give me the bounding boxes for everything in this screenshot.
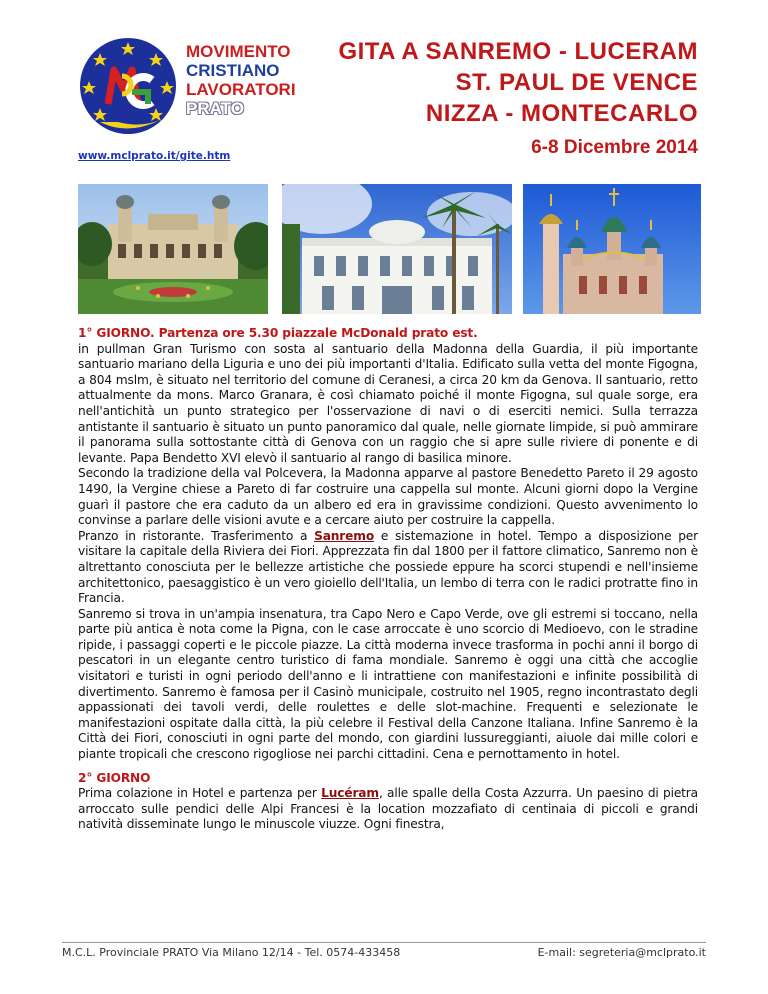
photo-sanremo-casino: [282, 184, 512, 314]
day2-p1-before: Prima colazione in Hotel e partenza per: [78, 786, 322, 801]
day2-paragraph-1: [78, 786, 698, 833]
day1-paragraph-4: Sanremo si trova in un'ampia insenatura, tra Capo Nero e Capo Verde, ove gli estremi si toccano, nella parte più antica è nota come la Pigna, con le case arroccate è uno scorcio di Medioevo, con le stradine ripide, i passaggi coperti e le piccole piazze. La città moderna invece trasforma in pochi anni il borgo di pescatori in un elegante centro turistico di fama mondiale. Sanremo è oggi una città che accoglie visitatori e turisti in ogni periodo dell'anno e li intrattiene con manifestazioni e infinite possibilità di divertimento. Sanremo è famosa per il Casinò municipale, costruito nel 1905, regno incontrastato degli appassionati dei tavoli verdi, delle roulettes e delle slot-machine. Frequenti e selezionate le manifestazioni ospitate dalla città, la più celebre il Festival della Canzone Italiana. Infine Sanremo è la Città dei Fiori, conosciuti in ogni parte del mondo, con giardini lussureggianti, aiuole dai mille colori e piante tropicali che crescono rigogliose nei parchi cittadini. Cena e pernottamento in hotel.: [78, 606, 698, 762]
itinerary-text: [78, 326, 698, 833]
day1-paragraph-3: [78, 529, 698, 607]
title-line-3: NIZZA - MONTECARLO: [425, 100, 698, 127]
logo-wordmark: [186, 42, 296, 118]
logo-line-2: CRISTIANO: [186, 61, 280, 80]
footer-email[interactable]: E-mail: segreteria@mclprato.it: [537, 946, 706, 959]
section-gap: [78, 763, 698, 771]
day1-p3-after: e sistemazione in hotel. Tempo a disposizione per visitare la capitale della Riviera dei Fiori. Apprezzata fin dal 1800 per il fattore climatico, Sanremo non è altrettanto conosciuta per le bellezze artistiche che possiede eppure ha scorci stupendi e nell'insieme architettonico, paesaggistico è un vero gioiello dell'Italia, un lembo di terra con le radici protratte fino in Francia.: [78, 528, 698, 606]
title-line-1: GITA A SANREMO - LUCERAM: [338, 38, 698, 65]
footer-address: M.C.L. Provinciale PRATO Via Milano 12/14 - Tel. 0574-433458: [62, 946, 401, 959]
logo-line-3: LAVORATORI: [186, 80, 296, 99]
trip-title: [338, 36, 698, 161]
day2-heading: 2° GIORNO: [78, 770, 151, 785]
photo-nice-orthodox-cathedral: [523, 184, 701, 314]
website-link[interactable]: www.mclprato.it/gite.htm: [78, 150, 231, 162]
day1-paragraph-1: in pullman Gran Turismo con sosta al santuario della Madonna della Guardia, il più importante santuario mariano della Liguria e uno dei più importanti d'Italia. Edificato sulla vetta del monte Figogna, a 804 mslm, è situato nel territorio del comune di Ceranesi, a circa 20 km da Genova. Il santuario, retto attualmente da mons. Marco Granara, è così chiamato poiché il monte Figogna, sul quale sorge, era nell'antichità un punto strategico per l'osservazione di navi o di eserciti nemici. Sulla terrazza antistante il santuario è situato un punto panoramico dal quale, nelle giornate limpide, si può ammirare il panorama sulla sottostante città di Genova con un raggio che si apre sulle riviere di ponente e di levante. Papa Bendetto XVI elevò il santuario al rango di basilica minore.: [78, 341, 698, 465]
mcl-emblem-icon: [78, 36, 178, 136]
logo-line-4: PRATO: [186, 99, 244, 118]
trip-dates: 6-8 Dicembre 2014: [531, 137, 698, 158]
mcl-logo: [78, 36, 318, 136]
day1-heading: 1° GIORNO. Partenza ore 5.30 piazzale McDonald prato est.: [78, 326, 478, 340]
place-link-luceram[interactable]: Lucéram: [321, 786, 379, 801]
day1-p3-before: Pranzo in ristorante. Trasferimento a: [78, 528, 315, 543]
logo-line-1: MOVIMENTO: [186, 42, 291, 61]
day1-paragraph-2: Secondo la tradizione della val Polcevera, la Madonna apparve al pastore Benedetto Pareto il 29 agosto 1490, la Vergine chiese a Pareto di far costruire una cappella sul monte. Alcuni giorni dopo la Vergine guarì il pastore che era caduto da un albero ed era in gravissime condizioni. Questo avvenimento lo convinse a parlare delle visioni avute e a cercare aiuto per costruire la cappella.: [78, 466, 698, 528]
title-line-2: ST. PAUL DE VENCE: [455, 69, 698, 96]
place-link-sanremo[interactable]: Sanremo: [314, 528, 375, 543]
photo-montecarlo-casino: [78, 184, 268, 314]
day2-p1-after: , alle spalle della Costa Azzurra. Un paesino di pietra arroccato sulle pendici delle Alpi Francesi è la location mozzafiato di centinaia di piccoli e grandi natività disseminate lungo le minuscole viuzze. Ogni finestra,: [78, 786, 698, 832]
footer-divider: [62, 942, 706, 943]
